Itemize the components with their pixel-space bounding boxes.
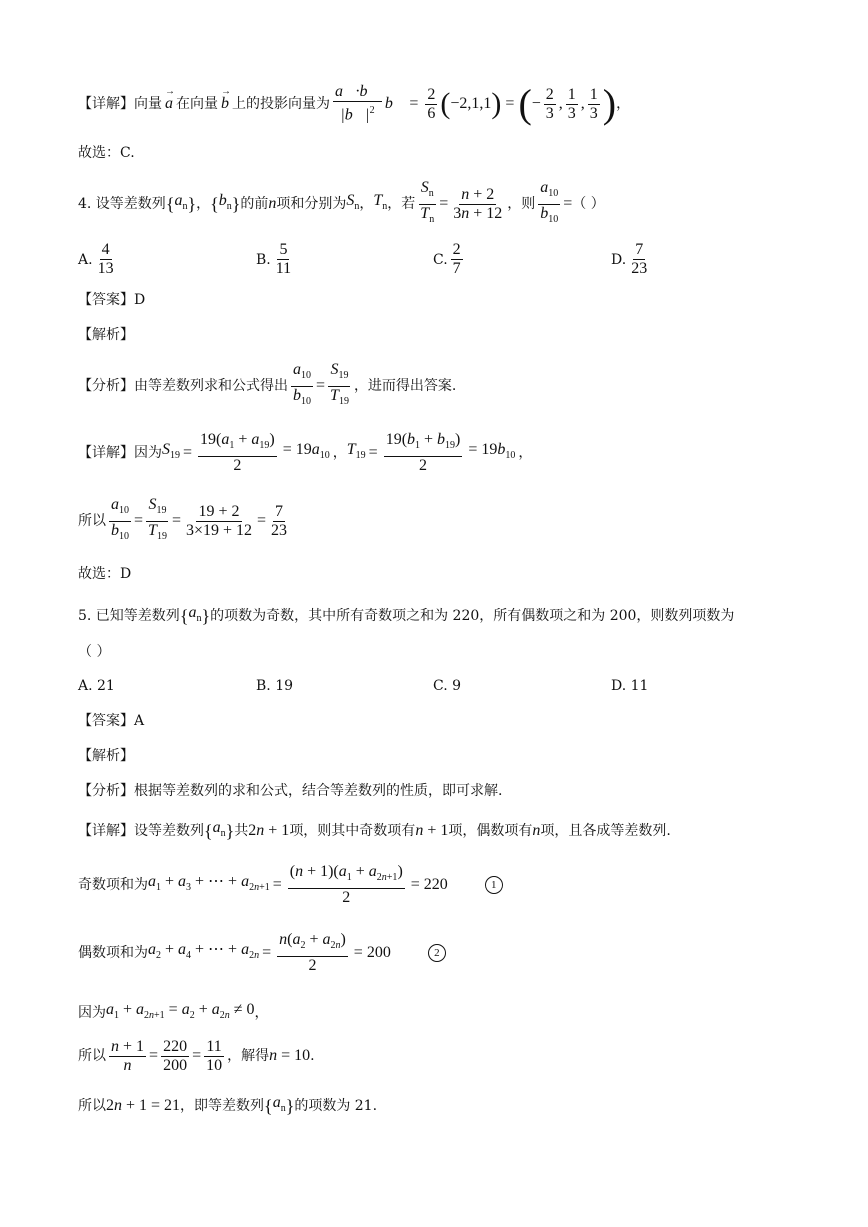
text: 向量 bbox=[134, 96, 162, 112]
ratio-Sn-Tn: $\frac{S_n}{T_n}$ bbox=[420, 179, 435, 225]
q4-so: 所以 $\frac{a_{10}}{b_{10}}$ = $\frac{S_{19}}{T_{19}}$ = $\frac{19 + 2}{3\times 19 + 12}$ = $\frac{7}{23}$ bbox=[78, 496, 288, 542]
text: 上的投影向量为 bbox=[232, 96, 330, 112]
q5-fenxi: 【分析】根据等差数列的求和公式，结合等差数列的性质，即可求解. bbox=[78, 783, 503, 799]
q5-option-b: B. 19 bbox=[256, 678, 294, 694]
q4-detail: 【详解】 因为 $S_{19}$ = $\frac{19(a_1 + a_{19})}{2}$ = $19a_{10}$ ， $T_{19}$ = $\frac{19(b_1 + b_{19})}{2}$ = $19b_{10}$ ， bbox=[78, 431, 533, 474]
text: 所以 bbox=[78, 1098, 106, 1115]
text: ，解得 bbox=[227, 1048, 270, 1064]
text: 所以 bbox=[78, 1048, 106, 1064]
q5-even-sum: 偶数项和为 $a_2 + a_4$ + ⋯ + $a_{2n}$ = $\frac{n(a_2 + a_{2n})}{2}$ = 200 2 bbox=[78, 930, 446, 976]
q4-option-b: B. $\frac{5}{11}$ bbox=[256, 241, 292, 277]
q4-stem: 4. 设等差数列 { $a_n$ } ， { $b_n$ } 的前 n 项和分别为 $S_n$ ， $T_n$ ，若 $\frac{S_n}{T_n}$ = $\frac{n + 2}{3n + 12}$ ，则 $\frac{a_{10}}{b_{10}}$ = （ ） bbox=[78, 181, 605, 227]
q5-so2: 所以 2n + 1 = 21 ，即等差数列 { $a_n$ } 的项数为 21. bbox=[78, 1094, 378, 1117]
q5-option-d: D. 11 bbox=[611, 678, 649, 694]
text: ，进而得出答案. bbox=[353, 378, 457, 394]
punct: ， bbox=[616, 96, 631, 112]
text: 项，偶数项有 bbox=[448, 823, 533, 840]
text: 的前 bbox=[240, 196, 269, 212]
q4-choose: 故选：D bbox=[78, 566, 132, 582]
var-n: n bbox=[268, 195, 277, 212]
blank: （ ） bbox=[572, 196, 605, 212]
fraction-1-3a: $\frac{1}{3}$ bbox=[567, 85, 576, 122]
vector-b-term: b⃗ bbox=[384, 95, 406, 112]
q4-fenxi: 【分析】 由等差数列求和公式得出 $\frac{a_{10}}{b_{10}}$ = $\frac{S_{19}}{T_{19}}$ ，进而得出答案. bbox=[78, 361, 457, 407]
q5-stem: 5. 已知等差数列 { $a_n$ } 的项数为奇数，其中所有奇数项之和为 220，所有偶数项之和为 200，则数列项数为 bbox=[78, 604, 735, 627]
text: 所以 bbox=[78, 513, 106, 529]
q5-answer: 【答案】A bbox=[78, 713, 145, 729]
fraction-1-3b: $\frac{1}{3}$ bbox=[589, 85, 598, 122]
text: 4. 设等差数列 bbox=[78, 196, 166, 212]
text: 共 bbox=[234, 823, 249, 840]
text: 项和分别为 bbox=[276, 196, 347, 212]
text: 设等差数列 bbox=[134, 823, 204, 840]
text: ，则 bbox=[507, 196, 536, 212]
text: 项，且各成等差数列. bbox=[540, 823, 671, 840]
text: 在向量 bbox=[176, 96, 218, 112]
text: 奇数项和为 bbox=[78, 877, 148, 893]
circled-1: 1 bbox=[485, 876, 503, 894]
text: ，即等差数列 bbox=[180, 1098, 265, 1115]
tag: 【详解】 bbox=[78, 445, 134, 461]
vector-b: → b bbox=[221, 86, 231, 112]
text: 偶数项和为 bbox=[78, 945, 148, 961]
q4-option-a: A. $\frac{4}{13}$ bbox=[78, 241, 114, 277]
circled-2: 2 bbox=[428, 944, 446, 962]
ratio-a10-b10: $\frac{a_{10}}{b_{10}}$ bbox=[540, 179, 559, 225]
q5-option-a: A. 21 bbox=[78, 678, 115, 694]
projection-fraction: $\frac{a⃗\cdot b⃗}{|b⃗|^2}$ bbox=[335, 83, 380, 124]
q5-because: 因为 $a_1 + a_{2n+1} = a_2 + a_{2n} \ne 0$ ， bbox=[78, 1001, 269, 1022]
text: 的项数为 21. bbox=[294, 1098, 378, 1115]
detail-tag: 【详解】 bbox=[78, 96, 134, 112]
q4-answer: 【答案】D bbox=[78, 292, 146, 308]
text: 由等差数列求和公式得出 bbox=[134, 378, 288, 394]
text: 因为 bbox=[78, 1005, 106, 1022]
q5-detail: 【详解】 设等差数列 { $a_n$ } 共 2n + 1 项，则其中奇数项有 n + 1 项，偶数项有 n 项，且各成等差数列. bbox=[78, 819, 671, 842]
q3-choose: 故选：C. bbox=[78, 145, 135, 161]
q4-option-c: C. $\frac{2}{7}$ bbox=[433, 241, 461, 277]
text: ，若 bbox=[387, 196, 416, 212]
q5-option-c: C. 9 bbox=[433, 678, 462, 694]
tag: 【分析】 bbox=[78, 378, 134, 394]
fraction-2-6: $\frac{2}{6}$ bbox=[427, 85, 436, 122]
q5-odd-sum: 奇数项和为 $a_1 + a_3$ + ⋯ + $a_{2n+1}$ = $\frac{(n + 1)(a_1 + a_{2n+1})}{2}$ = 220 1 bbox=[78, 862, 503, 908]
text: 的项数为奇数，其中所有奇数项之和为 220，所有偶数项之和为 200，则数列项数为 bbox=[210, 608, 735, 625]
q3-detail-line: 【详解】 向量 → a 在向量 → b 上的投影向量为 $\frac{a⃗\cdot b⃗}{|b⃗|^2}$ b⃗ = $\frac{2}{6}$ ( −2,1,1 ) = ( − $\frac{2}{3}$ , $\frac{1}{3}$ , $\frac{1}{3}$ ) ， bbox=[78, 81, 631, 126]
text: 5. 已知等差数列 bbox=[78, 608, 180, 625]
text: 因为 bbox=[134, 445, 162, 461]
text: 项，则其中奇数项有 bbox=[289, 823, 416, 840]
tag: 【详解】 bbox=[78, 823, 134, 840]
fraction-2-3: $\frac{2}{3}$ bbox=[545, 85, 554, 122]
q5-blank: （ ） bbox=[78, 644, 111, 660]
ratio-expr: $\frac{n + 2}{3n + 12}$ bbox=[453, 185, 503, 222]
q5-so1: 所以 $\frac{n + 1}{n}$ = $\frac{220}{200}$ = $\frac{11}{10}$ ，解得 n = 10 . bbox=[78, 1037, 315, 1074]
q4-analysis-tag: 【解析】 bbox=[78, 327, 134, 343]
vector-a: → a bbox=[165, 86, 175, 112]
q5-analysis-tag: 【解析】 bbox=[78, 748, 134, 764]
q4-option-d: D. $\frac{7}{23}$ bbox=[611, 241, 648, 277]
